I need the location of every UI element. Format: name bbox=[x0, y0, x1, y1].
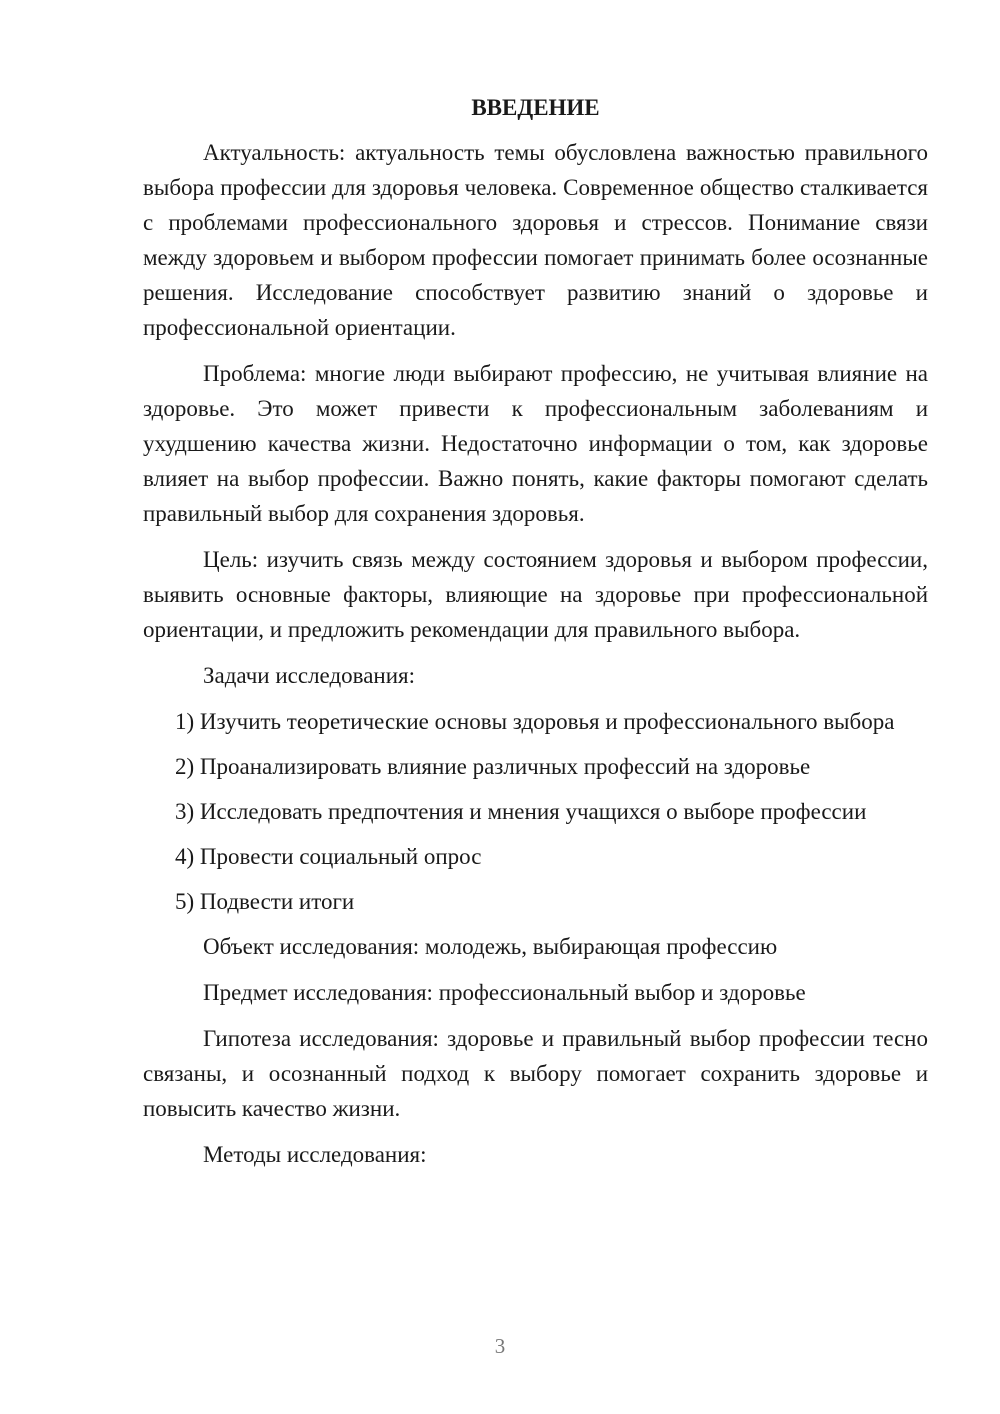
tasks-list bbox=[143, 704, 928, 919]
page-number: 3 bbox=[494, 1334, 506, 1358]
list-item: 1) Изучить теоретические основы здоровья и профессионального выбора bbox=[175, 709, 895, 734]
research-subject-paragraph: Предмет исследования: профессиональный выбор и здоровье bbox=[203, 980, 806, 1005]
list-item: 3) Исследовать предпочтения и мнения учащихся о выборе профессии bbox=[175, 799, 867, 824]
relevance-paragraph: Актуальность: актуальность темы обусловлена важностью правильного выбора профессии для здоровья человека. Современное общество сталкивается с проблемами профессионального здоровья и стрессов. Понимание связи между здоровьем и выбором профессии помогает принимать более осознанные решения. Исследование способствует развитию знаний о здоровье и профессиональной ориентации. bbox=[143, 140, 928, 340]
hypothesis-paragraph: Гипотеза исследования: здоровье и правильный выбор профессии тесно связаны, и осознанный подход к выбору помогает сохранить здоровье и повысить качество жизни. bbox=[143, 1026, 928, 1121]
goal-paragraph: Цель: изучить связь между состоянием здоровья и выбором профессии, выявить основные факторы, влияющие на здоровье при профессиональной ориентации, и предложить рекомендации для правильного выбора. bbox=[143, 547, 928, 642]
research-object-paragraph: Объект исследования: молодежь, выбирающая профессию bbox=[203, 934, 778, 959]
document-page bbox=[143, 90, 928, 1183]
section-title: ВВЕДЕНИЕ bbox=[471, 95, 600, 120]
methods-heading: Методы исследования: bbox=[203, 1142, 427, 1167]
list-item: 2) Проанализировать влияние различных профессий на здоровье bbox=[175, 754, 811, 779]
list-item: 4) Провести социальный опрос bbox=[175, 844, 482, 869]
list-item: 5) Подвести итоги bbox=[175, 889, 355, 914]
problem-paragraph: Проблема: многие люди выбирают профессию, не учитывая влияние на здоровье. Это может привести к профессиональным заболеваниям и ухудшению качества жизни. Недостаточно информации о том, как здоровье влияет на выбор профессии. Важно понять, какие факторы помогают сделать правильный выбор для сохранения здоровья. bbox=[143, 361, 928, 526]
tasks-heading: Задачи исследования: bbox=[203, 663, 416, 688]
